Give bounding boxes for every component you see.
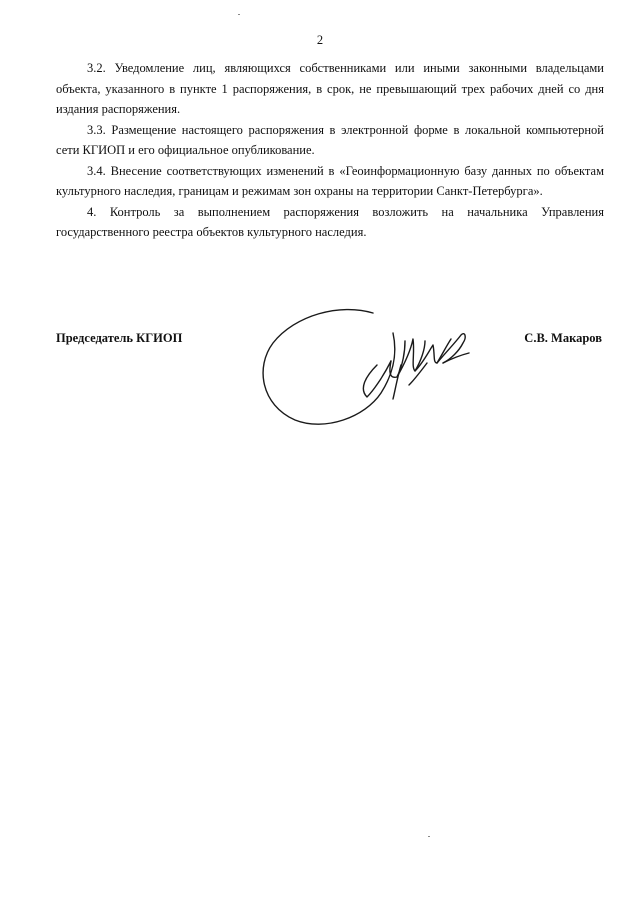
paragraph-3-2: 3.2. Уведомление лиц, являющихся собственниками или иными законными владельцами объекта, указанного в пункте 1 распоряжения, в срок, не превышающий трех рабочих дней со дня издания распоряжения.: [56, 61, 604, 116]
paragraph-3-4: 3.4. Внесение соответствующих изменений в «Геоинформационную базу данных по объектам культурного наследия, границам и режимам зон охраны на территории Санкт-Петербурга».: [56, 163, 604, 198]
handwritten-signature: [255, 305, 495, 430]
scan-speck: [238, 14, 240, 15]
paragraph-3-3: 3.3. Размещение настоящего распоряжения в электронной форме в локальной компьютерной сети КГИОП и его официальное опубликование.: [56, 122, 604, 157]
document-body: [56, 58, 604, 243]
signatory-name: С.В. Макаров: [524, 331, 602, 345]
signatory-position: Председатель КГИОП: [56, 331, 183, 345]
page-number: 2: [316, 33, 324, 47]
paragraph-4: 4. Контроль за выполнением распоряжения возложить на начальника Управления государственного реестра объектов культурного наследия.: [56, 204, 604, 239]
scan-speck: [428, 836, 430, 837]
